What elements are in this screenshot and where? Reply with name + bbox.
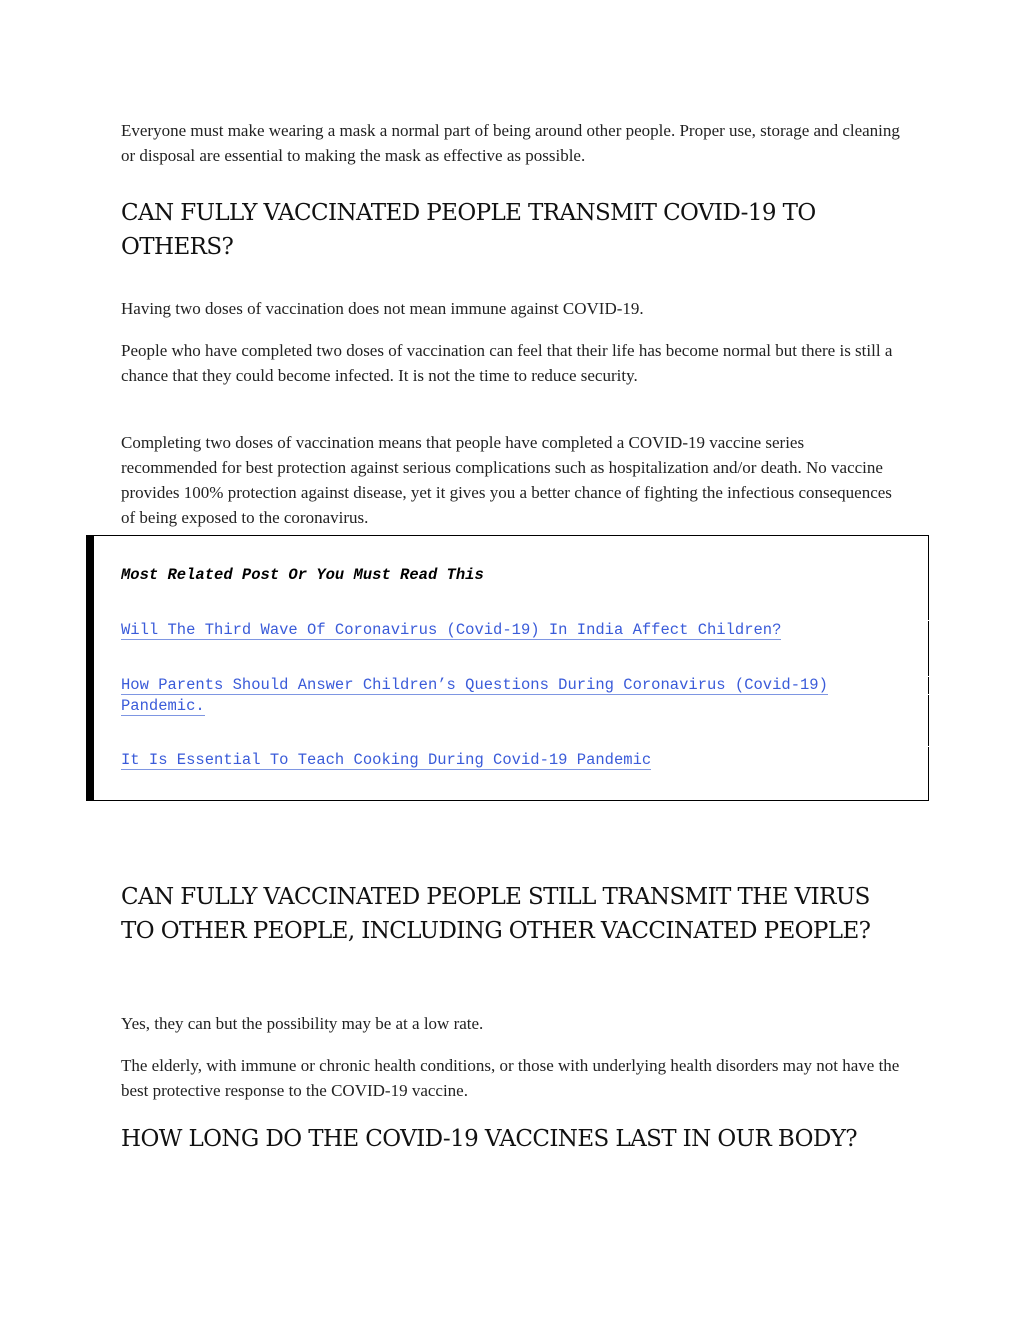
paragraph-two-doses: Having two doses of vaccination does not mean immune against COVID-19.	[121, 299, 644, 318]
paragraph-elderly: The elderly, with immune or chronic health conditions, or those with underlying health disorders may not have the best protective response to the COVID-19 vaccine.	[121, 1056, 900, 1100]
related-link-teach-cooking-label: It Is Essential To Teach Cooking During Covid-19 Pandemic	[121, 751, 652, 769]
related-link-parents-answer[interactable]	[121, 675, 841, 717]
heading-vaccines-last: HOW LONG DO THE COVID-19 VACCINES LAST IN OUR BODY?	[121, 1126, 858, 1152]
paragraph-chance-infected: People who have completed two doses of vaccination can feel that their life has become normal but there is still a chance that they could become infected. It is not the time to reduce security.	[121, 341, 893, 385]
related-link-parents-answer-label: How Parents Should Answer Children’s Questions During Coronavirus (Covid-19) Pandemic.	[121, 676, 828, 715]
related-link-third-wave-label: Will The Third Wave Of Coronavirus (Covid-19) In India Affect Children?	[121, 621, 782, 639]
intro-paragraph: Everyone must make wearing a mask a normal part of being around other people. Proper use, storage and cleaning or disposal are essential to making the mask as effective as possible.	[121, 121, 900, 165]
related-link-teach-cooking[interactable]	[121, 750, 901, 771]
related-link-third-wave[interactable]	[121, 620, 901, 641]
paragraph-vaccine-series: Completing two doses of vaccination means that people have completed a COVID-19 vaccine series recommended for best protection against serious complications such as hospitalization and/or death. No vaccine provides 100% protection against disease, yet it gives you a better chance of fighting the infectious consequences of being exposed to the coronavirus.	[121, 433, 892, 527]
heading-transmit-virus: CAN FULLY VACCINATED PEOPLE STILL TRANSMIT THE VIRUS TO OTHER PEOPLE, INCLUDING OTHER VACCINATED PEOPLE?	[121, 884, 871, 944]
paragraph-low-rate: Yes, they can but the possibility may be at a low rate.	[121, 1014, 484, 1033]
related-posts-box	[86, 535, 929, 801]
related-posts-title: Most Related Post Or You Must Read This	[121, 566, 484, 584]
heading-transmit-covid: CAN FULLY VACCINATED PEOPLE TRANSMIT COVID-19 TO OTHERS?	[121, 200, 816, 260]
